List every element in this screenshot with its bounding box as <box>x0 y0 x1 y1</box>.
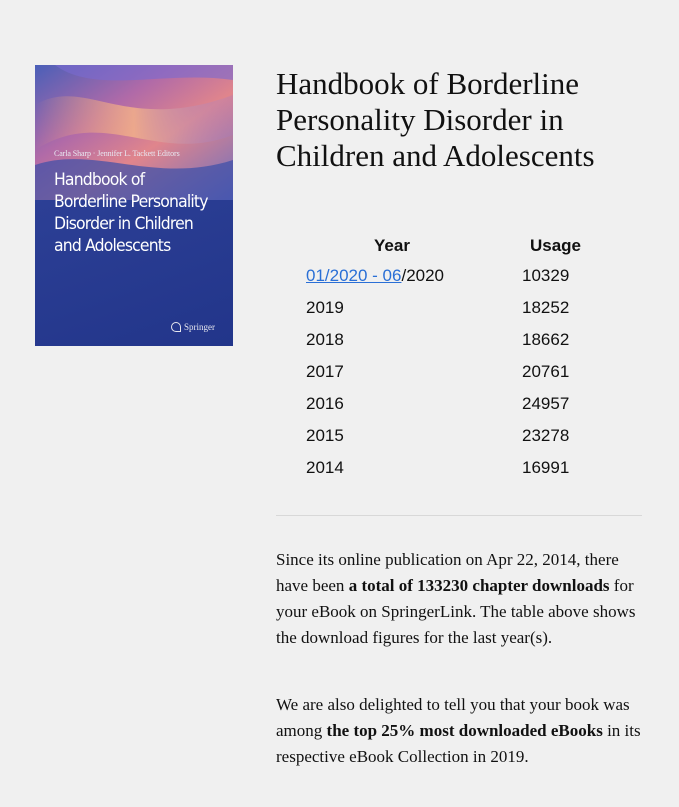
year-cell: 2015 <box>306 426 344 445</box>
table-row <box>296 324 623 356</box>
table-row <box>296 452 623 484</box>
download-summary-paragraph <box>276 547 646 651</box>
year-cell: 2017 <box>306 362 344 381</box>
paragraph1-text-end: for your eBook on SpringerLink. The table above shows the download figures for the last year(s). <box>276 576 636 647</box>
table-row <box>296 420 623 452</box>
usage-cell: 18662 <box>522 330 570 349</box>
table-row <box>296 356 623 388</box>
usage-table-header-row <box>296 232 623 260</box>
year-cell <box>296 260 488 292</box>
book-cover-image <box>35 65 233 346</box>
cover-publisher-label: Springer <box>184 322 215 332</box>
usage-cell: 24957 <box>522 394 570 413</box>
year-cell: 2018 <box>306 330 344 349</box>
year-cell: 2014 <box>306 458 344 477</box>
table-row <box>296 388 623 420</box>
paragraph1-text-start: Since its online publication on Apr 22, 2014, there have been <box>276 550 619 595</box>
usage-cell: 23278 <box>522 426 570 445</box>
paragraph1-bold-total: a total of 133230 chapter downloads <box>348 576 610 595</box>
usage-column-header: Usage <box>529 236 582 255</box>
table-row <box>296 292 623 324</box>
year-range-link[interactable]: 01/2020 - 06 <box>306 266 402 285</box>
cover-editors: Carla Sharp · Jennifer L. Tackett Editors <box>54 149 180 158</box>
book-title: Handbook of Borderline Personality Disorder in Children and Adolescents <box>276 66 595 173</box>
section-divider <box>276 515 642 516</box>
year-cell: 2019 <box>306 298 344 317</box>
paragraph2-text-start: We are also delighted to tell you that your book was among <box>276 695 630 740</box>
ranking-paragraph <box>276 692 646 770</box>
year-cell: 2016 <box>306 394 344 413</box>
table-row <box>296 260 623 292</box>
usage-cell: 20761 <box>522 362 570 381</box>
usage-table <box>296 232 623 484</box>
usage-cell: 16991 <box>522 458 570 477</box>
cover-publisher-logo <box>171 322 215 332</box>
year-column-header: Year <box>374 236 410 255</box>
year-range-suffix: /2020 <box>401 266 445 285</box>
springer-horse-icon <box>171 322 181 332</box>
cover-title: Handbook of Borderline Personality Disorder in Children and Adolescents <box>54 170 208 256</box>
usage-cell: 10329 <box>522 266 570 285</box>
paragraph2-text-end: in its respective eBook Collection in 2019. <box>276 721 641 766</box>
usage-cell: 18252 <box>522 298 570 317</box>
paragraph2-bold-ranking: the top 25% most downloaded eBooks <box>326 721 603 740</box>
